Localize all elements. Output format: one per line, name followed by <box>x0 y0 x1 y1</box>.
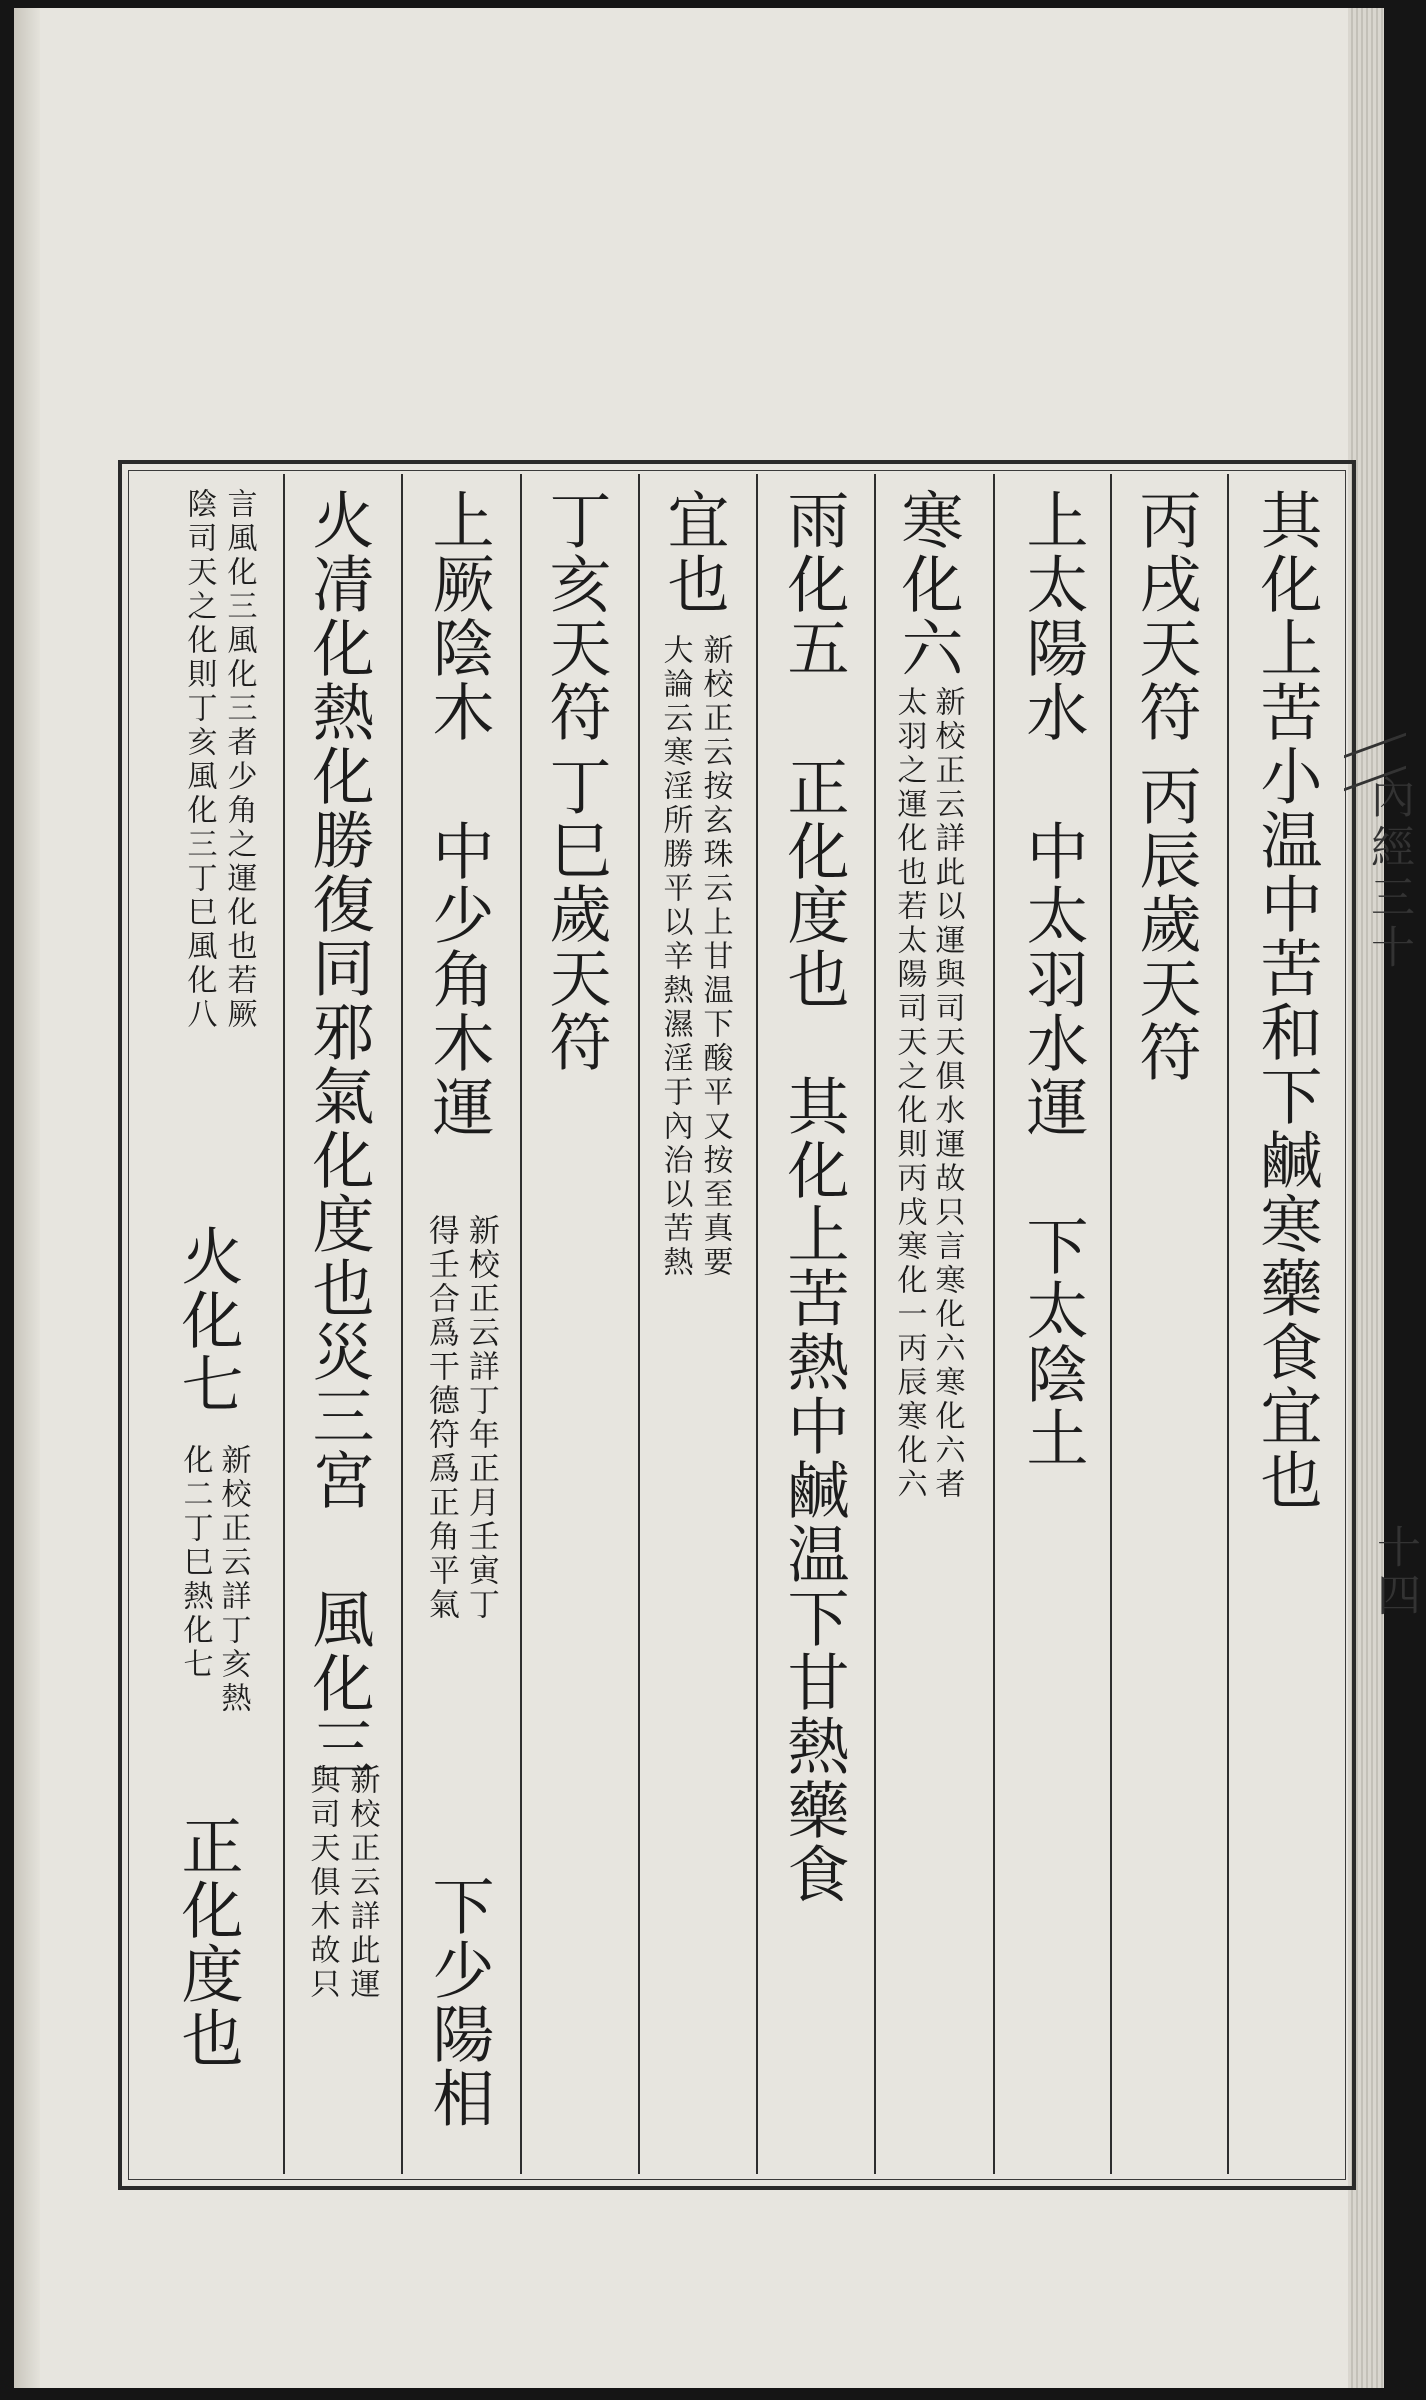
book-page <box>14 8 1420 2388</box>
margin-page-number: 十四 <box>1369 1524 1420 1620</box>
page-left-edge <box>14 8 40 2388</box>
column-1 <box>1227 474 1344 2174</box>
column-8 <box>401 474 520 2174</box>
column-10 <box>130 474 281 2174</box>
commentary-text: 與司天俱木故只 <box>304 1764 340 2002</box>
commentary-text: 新校正云詳此運 <box>344 1764 380 2002</box>
column-9 <box>283 474 401 2174</box>
main-text: 正化度也 <box>171 1814 244 2070</box>
commentary-text: 化二丁巳熱化七 <box>177 1444 213 1682</box>
main-text: 雨化五 正化度也 <box>777 488 850 1011</box>
main-text: 上太陽水 中太羽水運 下太陰土 <box>1016 488 1089 1470</box>
commentary-text: 太羽之運化也若太陽司天之化則丙戌寒化一丙辰寒化六 <box>891 686 927 1502</box>
commentary-text: 新校正云詳丁年正月壬寅丁 <box>462 1214 499 1622</box>
heading-text: 丙戌天符 <box>1129 488 1202 744</box>
main-text: 其化上苦熱中鹹温下甘熱藥食 <box>777 1074 850 1906</box>
commentary-text: 新校正云按玄珠云上甘温下酸平又按至真要 <box>697 634 733 1280</box>
commentary-text: 陰司天之化則丁亥風化三丁巳風化八 <box>181 488 217 1032</box>
fold-margin <box>1344 474 1420 2174</box>
main-text: 宜也 <box>657 488 730 616</box>
commentary-text: 新校正云詳此以運與司天俱水運故只言寒化六寒化六者 <box>929 686 965 1502</box>
heading-text: 丁亥天符 <box>539 488 612 744</box>
heading-text: 丙辰歲天符 <box>1129 764 1202 1084</box>
main-text: 火化七 <box>171 1224 244 1416</box>
heading-text: 丁巳歲天符 <box>539 754 612 1074</box>
commentary-text: 新校正云詳丁亥熱 <box>215 1444 251 1716</box>
main-text: 火凊化熱化勝復同邪氣化度也災三宮 風化三 <box>302 488 375 1779</box>
column-7 <box>520 474 638 2174</box>
main-text: 上厥陰木 中少角木運 <box>422 488 495 1139</box>
main-text: 其化上苦小温中苦和下鹹寒藥食宜也 <box>1250 488 1323 1512</box>
main-text: 下少陽相 <box>422 1874 495 2130</box>
main-text: 寒化六 <box>891 488 964 680</box>
text-frame <box>118 460 1420 2190</box>
commentary-text: 大論云寒淫所勝平以辛熱濕淫于內治以苦熱 <box>657 634 693 1280</box>
column-6 <box>638 474 756 2174</box>
margin-title: 內經三十 <box>1363 774 1414 974</box>
column-3 <box>993 474 1110 2174</box>
commentary-text: 言風化三風化三者少角之運化也若厥 <box>221 488 257 1032</box>
column-2 <box>1110 474 1227 2174</box>
commentary-text: 得壬合爲干德符爲正角平氣 <box>422 1214 459 1622</box>
column-5 <box>756 474 874 2174</box>
column-4 <box>874 474 993 2174</box>
